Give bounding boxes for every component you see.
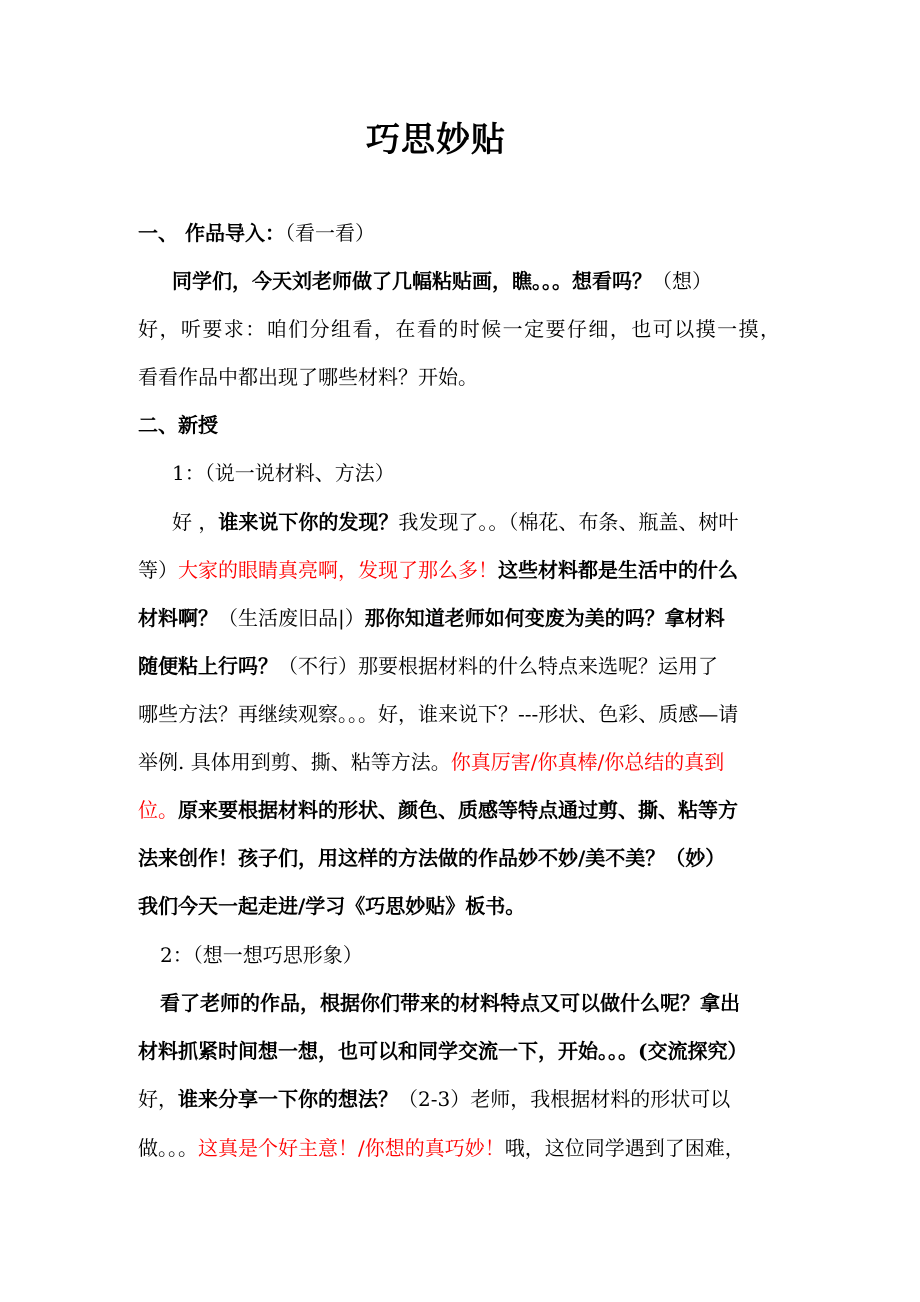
paragraph-2-line-8: 法来创作！孩子们，用这样的方法做的作品妙不妙/美不美？（妙） [138,846,726,870]
p2-l6-a: 举例. 具体用到剪、撕、粘等方法。 [138,750,451,774]
paragraph-1-line-1 [172,266,712,296]
section-1-heading [138,218,375,248]
praise-text-2: 你真厉害/你真棒/你总结的真到 [450,750,725,774]
p2-l1-a: 好 ， [172,510,219,534]
p2-l4-a: 随便粘上行吗？ [138,654,278,678]
p3-l3-b: 谁来分享一下你的想法？ [178,1087,398,1111]
p3-l3-a: 好， [138,1087,178,1111]
p3-l4-c: 哦，这位同学遇到了困难， [504,1136,745,1160]
paragraph-3-line-1: 看了老师的作品，根据你们带来的材料特点又可以做什么呢？拿出 [160,991,740,1015]
section-1-note: （看一看） [284,221,375,245]
paragraph-3-line-4 [138,1133,745,1163]
paragraph-2-line-6 [138,747,724,777]
p2-l4-b: （不行）那要根据材料的什么特点来选呢？运用了 [278,654,718,678]
p2-l7-b: 原来要根据材料的形状、颜色、质感等特点通过剪、撕、粘等方 [178,798,738,822]
p2-l2-c: 这些材料都是生活中的什么 [498,558,738,582]
p2-l1-b: 谁来说下你的发现？ [218,510,399,534]
paragraph-1-line-2: 好，听要求：咱们分组看，在看的时候一定要仔细，也可以摸一摸， [138,317,780,341]
subsection-2: 2：（想一想巧思形象） [160,943,363,967]
paragraph-3-line-3 [138,1084,730,1114]
document-title: 巧思妙贴 [366,120,506,160]
p1-answer: （想） [652,269,712,293]
paragraph-2-line-2 [138,555,738,585]
p1-bold: 同学们，今天刘老师做了几幅粘贴画，瞧。。。想看吗？ [172,269,652,293]
paragraph-2-line-1 [172,507,738,537]
paragraph-2-line-7 [138,795,738,825]
p2-l3-b: （生活废旧品|） [218,606,365,630]
praise-text-1: 大家的眼睛真亮啊，发现了那么多！ [178,558,498,582]
paragraph-3-line-2: 材料抓紧时间想一想，也可以和同学交流一下，开始。。。(交流探究） [138,1039,748,1063]
paragraph-1-line-3: 看看作品中都出现了哪些材料？开始。 [138,365,478,389]
paragraph-2-line-3 [138,603,725,633]
paragraph-2-line-5: 哪些方法？再继续观察。。。好，谁来说下？---形状、色彩、质感—请 [138,702,739,726]
p3-l4-a: 做。。。 [138,1136,198,1160]
paragraph-2-line-4 [138,651,718,681]
subsection-1: 1：（说一说材料、方法） [172,461,395,485]
p2-l3-c: 那你知道老师如何变废为美的吗？拿材料 [364,606,725,630]
praise-text-3: 这真是个好主意！/你想的真巧妙！ [198,1136,505,1160]
paragraph-2-line-9: 我们今天一起走进/学习《巧思妙贴》板书。 [138,894,526,918]
p3-l3-c: （2-3）老师，我根据材料的形状可以 [398,1087,731,1111]
section-1-label: 一、 作品导入： [138,221,285,245]
praise-text-2-end: 位。 [138,798,178,822]
p2-l1-c: 我发现了。。（棉花、布条、瓶盖、树叶 [398,510,739,534]
p2-l3-a: 材料啊？ [138,606,218,630]
p2-l2-a: 等） [138,558,178,582]
section-2-heading: 二、新授 [138,413,218,437]
